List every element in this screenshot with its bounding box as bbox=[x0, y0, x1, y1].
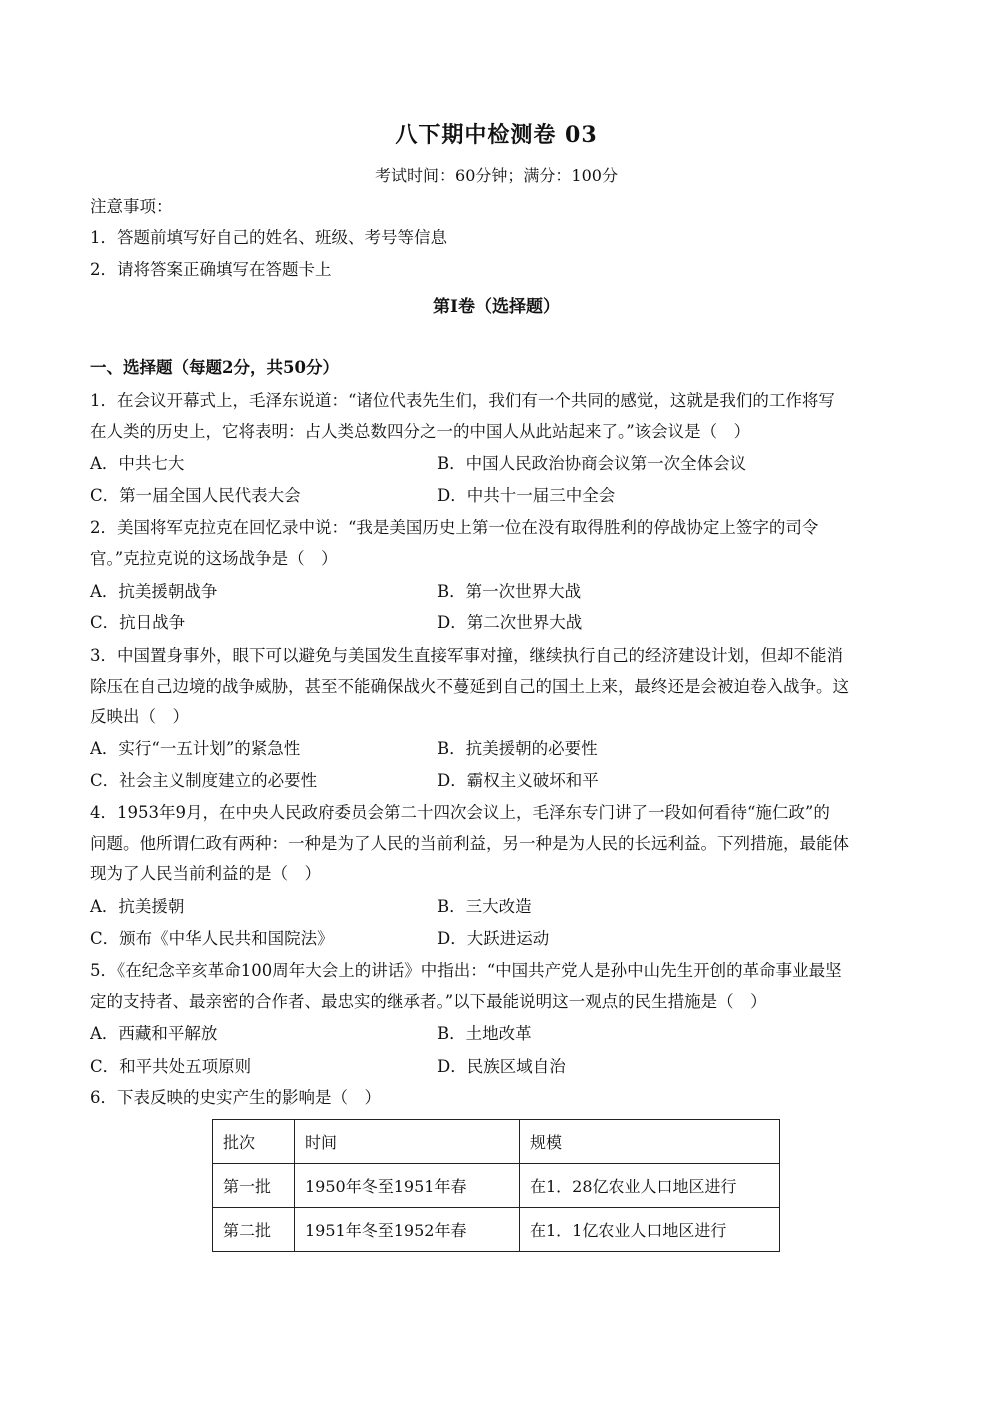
table-cell: 1950年冬至1951年春 bbox=[295, 1164, 520, 1208]
table-row bbox=[213, 1208, 780, 1252]
question-5-option-b[interactable]: B．土地改革 bbox=[437, 1024, 532, 1043]
notice-item: 1．答题前填写好自己的姓名、班级、考号等信息 bbox=[90, 228, 447, 247]
part-title: 一、选择题（每题2分，共50分） bbox=[90, 358, 339, 377]
question-2-option-a[interactable]: A．抗美援朝战争 bbox=[90, 582, 218, 601]
question-3-option-b[interactable]: B．抗美援朝的必要性 bbox=[437, 739, 598, 758]
question-4-option-c[interactable]: C．颁布《中华人民共和国院法》 bbox=[90, 929, 334, 948]
table-header-cell: 时间 bbox=[295, 1120, 520, 1164]
question-4-option-b[interactable]: B．三大改造 bbox=[437, 897, 532, 916]
question-1-option-b[interactable]: B．中国人民政治协商会议第一次全体会议 bbox=[437, 454, 747, 473]
question-4-option-a[interactable]: A．抗美援朝 bbox=[90, 897, 185, 916]
question-4-option-d[interactable]: D．大跃进运动 bbox=[437, 929, 550, 948]
question-5-option-c[interactable]: C．和平共处五项原则 bbox=[90, 1057, 252, 1076]
question-2-option-c[interactable]: C．抗日战争 bbox=[90, 613, 186, 632]
table-header-cell: 批次 bbox=[213, 1120, 295, 1164]
question-5-line: 5．《在纪念辛亥革命100周年大会上的讲话》中指出：“中国共产党人是孙中山先生开创的革命事业最坚 bbox=[90, 961, 842, 980]
table-header-row bbox=[213, 1120, 780, 1164]
table-cell: 在1．1亿农业人口地区进行 bbox=[520, 1208, 780, 1252]
question-3-option-c[interactable]: C．社会主义制度建立的必要性 bbox=[90, 771, 318, 790]
section-title: 第I卷（选择题） bbox=[433, 297, 560, 317]
question-4-line: 现为了人民当前利益的是（ ） bbox=[90, 864, 321, 883]
question-5-option-a[interactable]: A．西藏和平解放 bbox=[90, 1024, 218, 1043]
question-4-line: 4．1953年9月，在中央人民政府委员会第二十四次会议上，毛泽东专门讲了一段如何看待“施仁政”的 bbox=[90, 803, 830, 822]
question-4-line: 问题。他所谓仁政有两种：一种是为了人民的当前利益，另一种是为人民的长远利益。下列措施，最能体 bbox=[90, 834, 849, 853]
question-3-line: 除压在自己边境的战争威胁，甚至不能确保战火不蔓延到自己的国土上来，最终还是会被迫卷入战争。这 bbox=[90, 677, 849, 696]
question-2-option-d[interactable]: D．第二次世界大战 bbox=[437, 613, 583, 632]
question-3-line: 3．中国置身事外，眼下可以避免与美国发生直接军事对撞，继续执行自己的经济建设计划，但却不能消 bbox=[90, 646, 843, 665]
question-2-option-b[interactable]: B．第一次世界大战 bbox=[437, 582, 582, 601]
question-1-line: 1．在会议开幕式上，毛泽东说道：“诸位代表先生们，我们有一个共同的感觉，这就是我们的工作将写 bbox=[90, 391, 835, 410]
question-1-option-c[interactable]: C．第一届全国人民代表大会 bbox=[90, 486, 301, 505]
question-5-line: 定的支持者、最亲密的合作者、最忠实的继承者。”以下最能说明这一观点的民生措施是（ ） bbox=[90, 992, 767, 1011]
notice-heading: 注意事项： bbox=[90, 197, 173, 216]
table-cell: 第一批 bbox=[213, 1164, 295, 1208]
question-2-line: 2．美国将军克拉克在回忆录中说：“我是美国历史上第一位在没有取得胜利的停战协定上签字的司令 bbox=[90, 518, 819, 537]
question-1-option-d[interactable]: D．中共十一届三中全会 bbox=[437, 486, 616, 505]
question-1-line: 在人类的历史上，它将表明：占人类总数四分之一的中国人从此站起来了。”该会议是（ ） bbox=[90, 422, 751, 441]
history-table bbox=[212, 1119, 780, 1252]
table-cell: 在1．28亿农业人口地区进行 bbox=[520, 1164, 780, 1208]
question-3-option-d[interactable]: D．霸权主义破坏和平 bbox=[437, 771, 599, 790]
question-5-option-d[interactable]: D．民族区域自治 bbox=[437, 1057, 566, 1076]
exam-info: 考试时间：60分钟；满分：100分 bbox=[375, 166, 618, 185]
table-cell: 第二批 bbox=[213, 1208, 295, 1252]
question-2-line: 官。”克拉克说的这场战争是（ ） bbox=[90, 549, 338, 568]
question-3-line: 反映出（ ） bbox=[90, 707, 189, 726]
page-title: 八下期中检测卷 03 bbox=[395, 122, 598, 148]
question-6-line: 6．下表反映的史实产生的影响是（ ） bbox=[90, 1088, 381, 1107]
question-1-option-a[interactable]: A．中共七大 bbox=[90, 454, 185, 473]
table-cell: 1951年冬至1952年春 bbox=[295, 1208, 520, 1252]
notice-item: 2．请将答案正确填写在答题卡上 bbox=[90, 260, 332, 279]
question-3-option-a[interactable]: A．实行“一五计划”的紧急性 bbox=[90, 739, 301, 758]
table-row bbox=[213, 1164, 780, 1208]
table-header-cell: 规模 bbox=[520, 1120, 780, 1164]
